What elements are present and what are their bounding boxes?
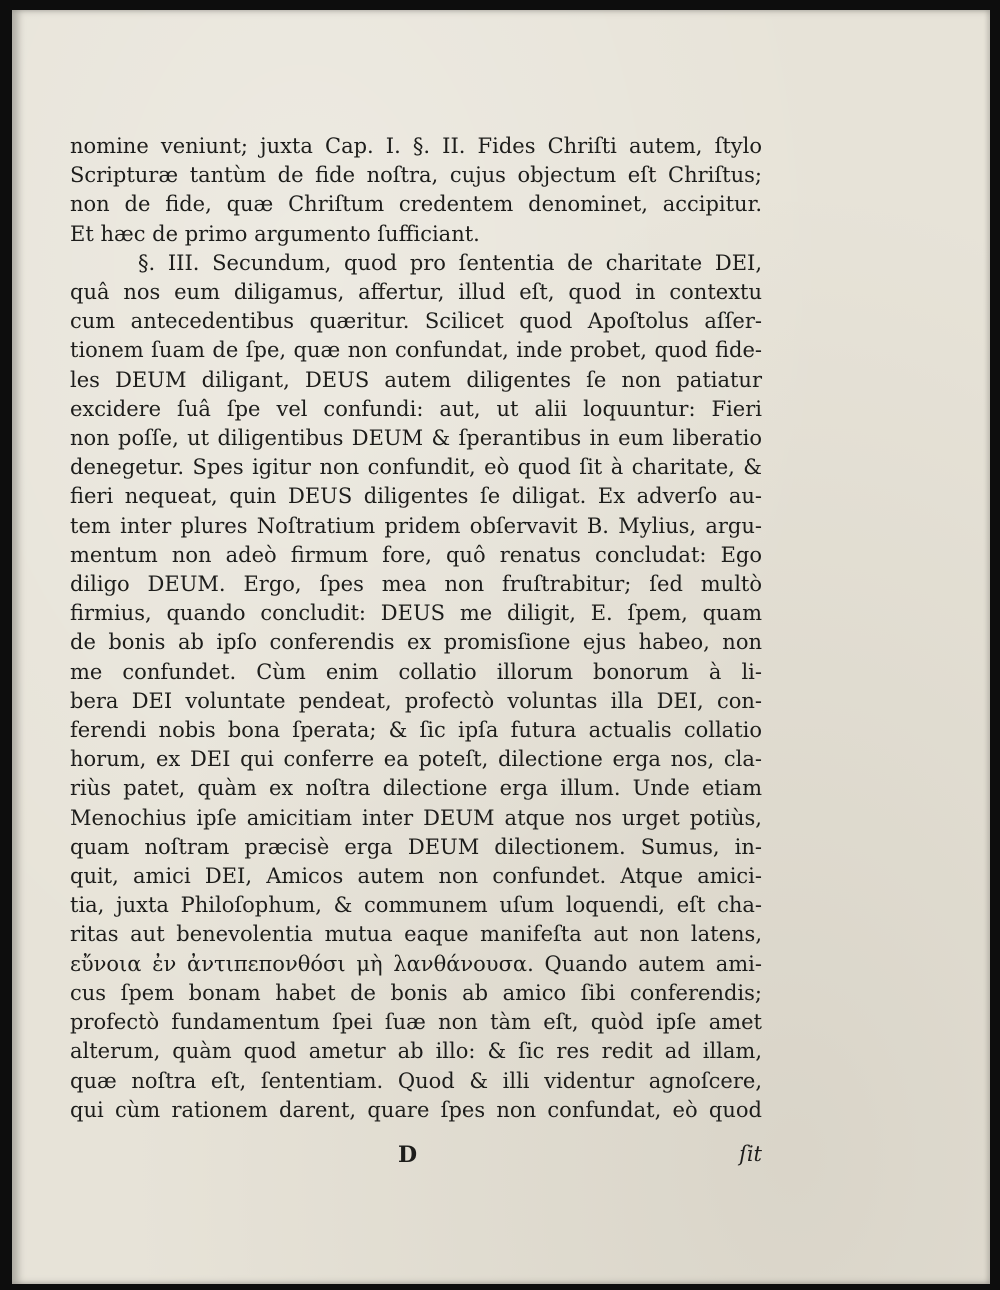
text-line: Et hæc de primo argumento ſufficiant.: [70, 221, 480, 246]
text-line: nomine veniunt; juxta Cap. I. §. II. Fides Chriſti autem, ſtylo: [70, 134, 762, 158]
text-line: me confundet. Cùm enim collatio illorum bonorum à li-: [70, 659, 762, 684]
text-line: mentum non adeò firmum fore, quô renatus concludat: Ego: [70, 542, 762, 567]
text-line: tia, juxta Philoſophum, & communem uſum loquendi, eſt cha-: [70, 893, 762, 918]
text-line: non de fide, quæ Chriſtum credentem denominet, accipitur.: [70, 192, 762, 217]
text-line: quæ noſtra eſt, ſententiam. Quod & illi videntur agnoſcere,: [70, 1068, 762, 1093]
text-line: cus ſpem bonam habet de bonis ab amico ſibi conferendis;: [70, 980, 762, 1005]
text-line: quit, amici DEI, Amicos autem non confundet. Atque amici-: [70, 864, 762, 889]
section-heading-line: §. III. Secundum, quod pro ſententia de charitate DEI,: [138, 250, 762, 275]
text-line: de bonis ab ipſo conferendis ex promisſione ejus habeo, non: [70, 630, 762, 655]
text-line: diligo DEUM. Ergo, ſpes mea non fruſtrabitur; ſed multò: [70, 572, 762, 597]
text-line: tionem ſuam de ſpe, quæ non confundat, inde probet, quod fide-: [70, 338, 762, 363]
text-line: tem inter plures Noſtratium pridem obſervavit B. Mylius, argu-: [70, 513, 762, 538]
text-line: ferendi nobis bona ſperata; & ſic ipſa futura actualis collatio: [70, 718, 762, 743]
text-line: Menochius ipſe amicitiam inter DEUM atque nos urget potiùs,: [70, 805, 762, 830]
text-line: fieri nequeat, quin DEUS diligentes ſe diligat. Ex adverſo au-: [70, 484, 762, 509]
text-line: non poſſe, ut diligentibus DEUM & ſperantibus in eum liberatio: [70, 426, 762, 451]
text-line: horum, ex DEI qui conferre ea poteſt, dilectione erga nos, cla-: [70, 747, 762, 772]
text-line: cum antecedentibus quæritur. Scilicet quod Apoſtolus aſſer-: [70, 309, 762, 334]
text-line: riùs patet, quàm ex noſtra dilectione erga illum. Unde etiam: [70, 776, 762, 801]
catchword: ſit: [739, 1142, 762, 1166]
signature-mark: D: [398, 1142, 418, 1168]
text-line: alterum, quàm quod ametur ab illo: & ſic res redit ad illam,: [70, 1039, 762, 1064]
text-line: denegetur. Spes igitur non confundit, eò quod ſit à charitate, &: [70, 455, 762, 480]
text-line: quâ nos eum diligamus, affertur, illud eſt, quod in contextu: [70, 280, 762, 305]
text-line: les DEUM diligant, DEUS autem diligentes ſe non patiatur: [70, 367, 762, 392]
text-line: firmius, quando concludit: DEUS me diligit, E. ſpem, quam: [70, 601, 762, 626]
text-line: qui cùm rationem darent, quare ſpes non confundat, eò quod: [70, 1097, 762, 1122]
greek-text-line: εὔνοια ἐν ἀντιπεπονθόσι μὴ λανθάνουσα. Quando autem ami-: [70, 951, 762, 976]
text-line: bera DEI voluntate pendeat, profectò voluntas illa DEI, con-: [70, 688, 762, 713]
text-line: ritas aut benevolentia mutua eaque manifeſta aut non latens,: [70, 922, 762, 947]
page-footer: [70, 1142, 762, 1174]
body-text: [70, 132, 762, 1125]
text-line: quam noſtram præcisè erga DEUM dilectionem. Sumus, in-: [70, 834, 762, 859]
text-line: profectò fundamentum ſpei ſuæ non tàm eſt, quòd ipſe amet: [70, 1010, 762, 1035]
text-line: Scripturæ tantùm de fide noſtra, cujus objectum eſt Chriſtus;: [70, 163, 762, 188]
text-line: excidere ſuâ ſpe vel confundi: aut, ut alii loquuntur: Fieri: [70, 396, 762, 421]
